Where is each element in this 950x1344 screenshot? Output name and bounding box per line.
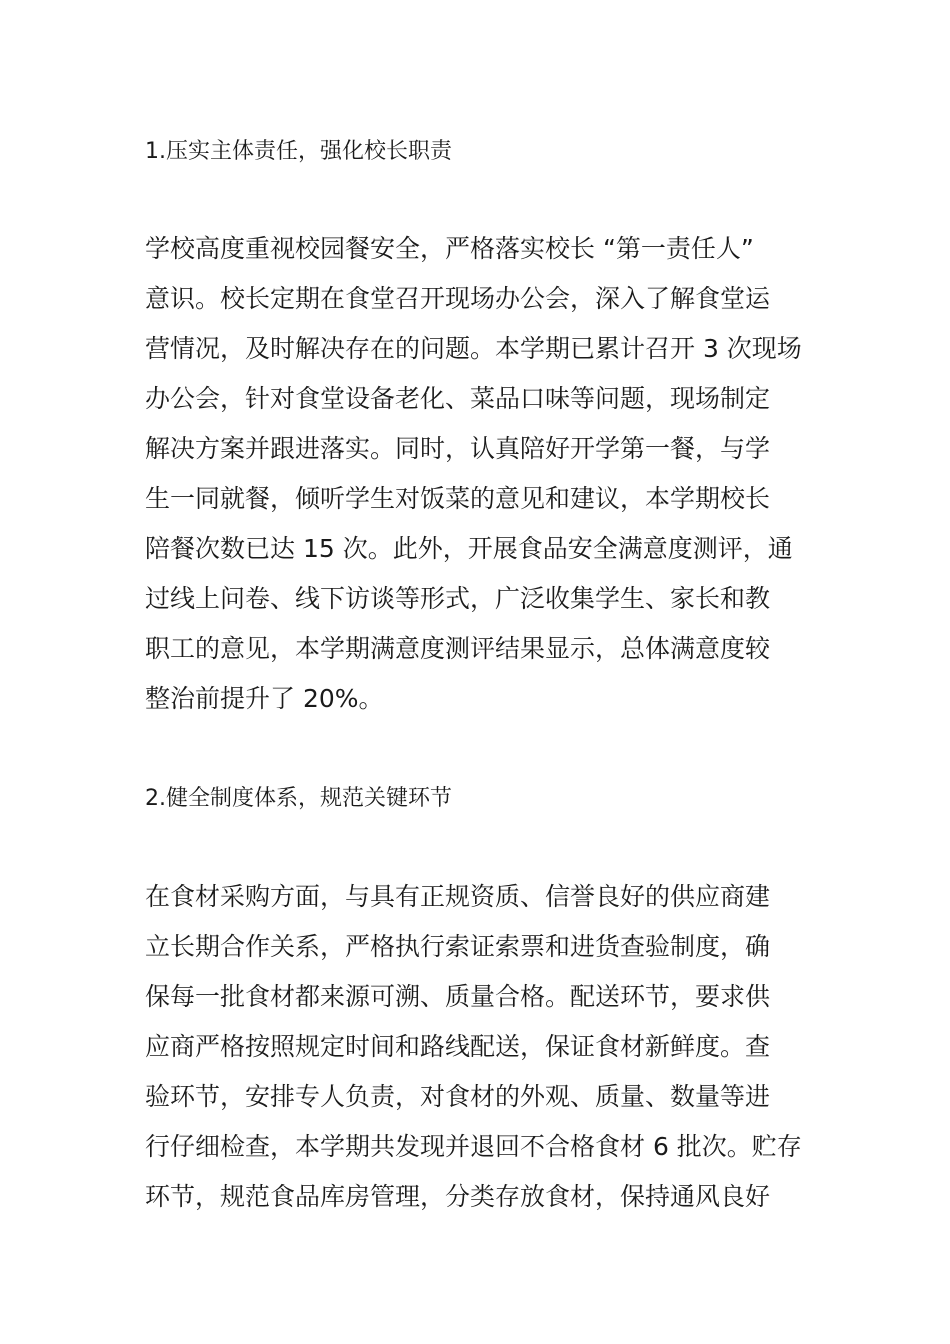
paragraph-line: 生一同就餐，倾听学生对饭菜的意见和建议，本学期校长 [145,484,771,513]
paragraph-line: 办公会，针对食堂设备老化、菜品口味等问题，现场制定 [145,384,771,413]
paragraph-line: 保每一批食材都来源可溯、质量合格。配送环节，要求供 [145,982,771,1011]
paragraph-line: 环节，规范食品库房管理，分类存放食材，保持通风良好 [145,1182,771,1211]
paragraph-line: 营情况，及时解决存在的问题。本学期已累计召开 3 次现场 [145,334,802,363]
paragraph-line: 应商严格按照规定时间和路线配送，保证食材新鲜度。查 [145,1032,771,1061]
paragraph-line: 整治前提升了 20%。 [145,684,384,713]
paragraph-line: 过线上问卷、线下访谈等形式，广泛收集学生、家长和教 [145,584,771,613]
section-heading-1: 1.压实主体责任，强化校长职责 [145,139,452,164]
paragraph-line: 在食材采购方面，与具有正规资质、信誉良好的供应商建 [145,882,771,911]
paragraph-line: 陪餐次数已达 15 次。此外，开展食品安全满意度测评，通 [145,534,793,563]
section-heading-2: 2.健全制度体系，规范关键环节 [145,786,452,811]
paragraph-line: 行仔细检查，本学期共发现并退回不合格食材 6 批次。贮存 [145,1132,802,1161]
paragraph-line: 解决方案并跟进落实。同时，认真陪好开学第一餐，与学 [145,434,771,463]
section-paragraph-1 [145,224,810,724]
paragraph-line: 验环节，安排专人负责，对食材的外观、质量、数量等进 [145,1082,771,1111]
paragraph-line: 意识。校长定期在食堂召开现场办公会，深入了解食堂运 [145,284,771,313]
paragraph-line: 学校高度重视校园餐安全，严格落实校长 “第一责任人” [145,234,754,263]
paragraph-line: 职工的意见，本学期满意度测评结果显示，总体满意度较 [145,634,771,663]
section-paragraph-2 [145,872,810,1222]
paragraph-line: 立长期合作关系，严格执行索证索票和进货查验制度，确 [145,932,771,961]
